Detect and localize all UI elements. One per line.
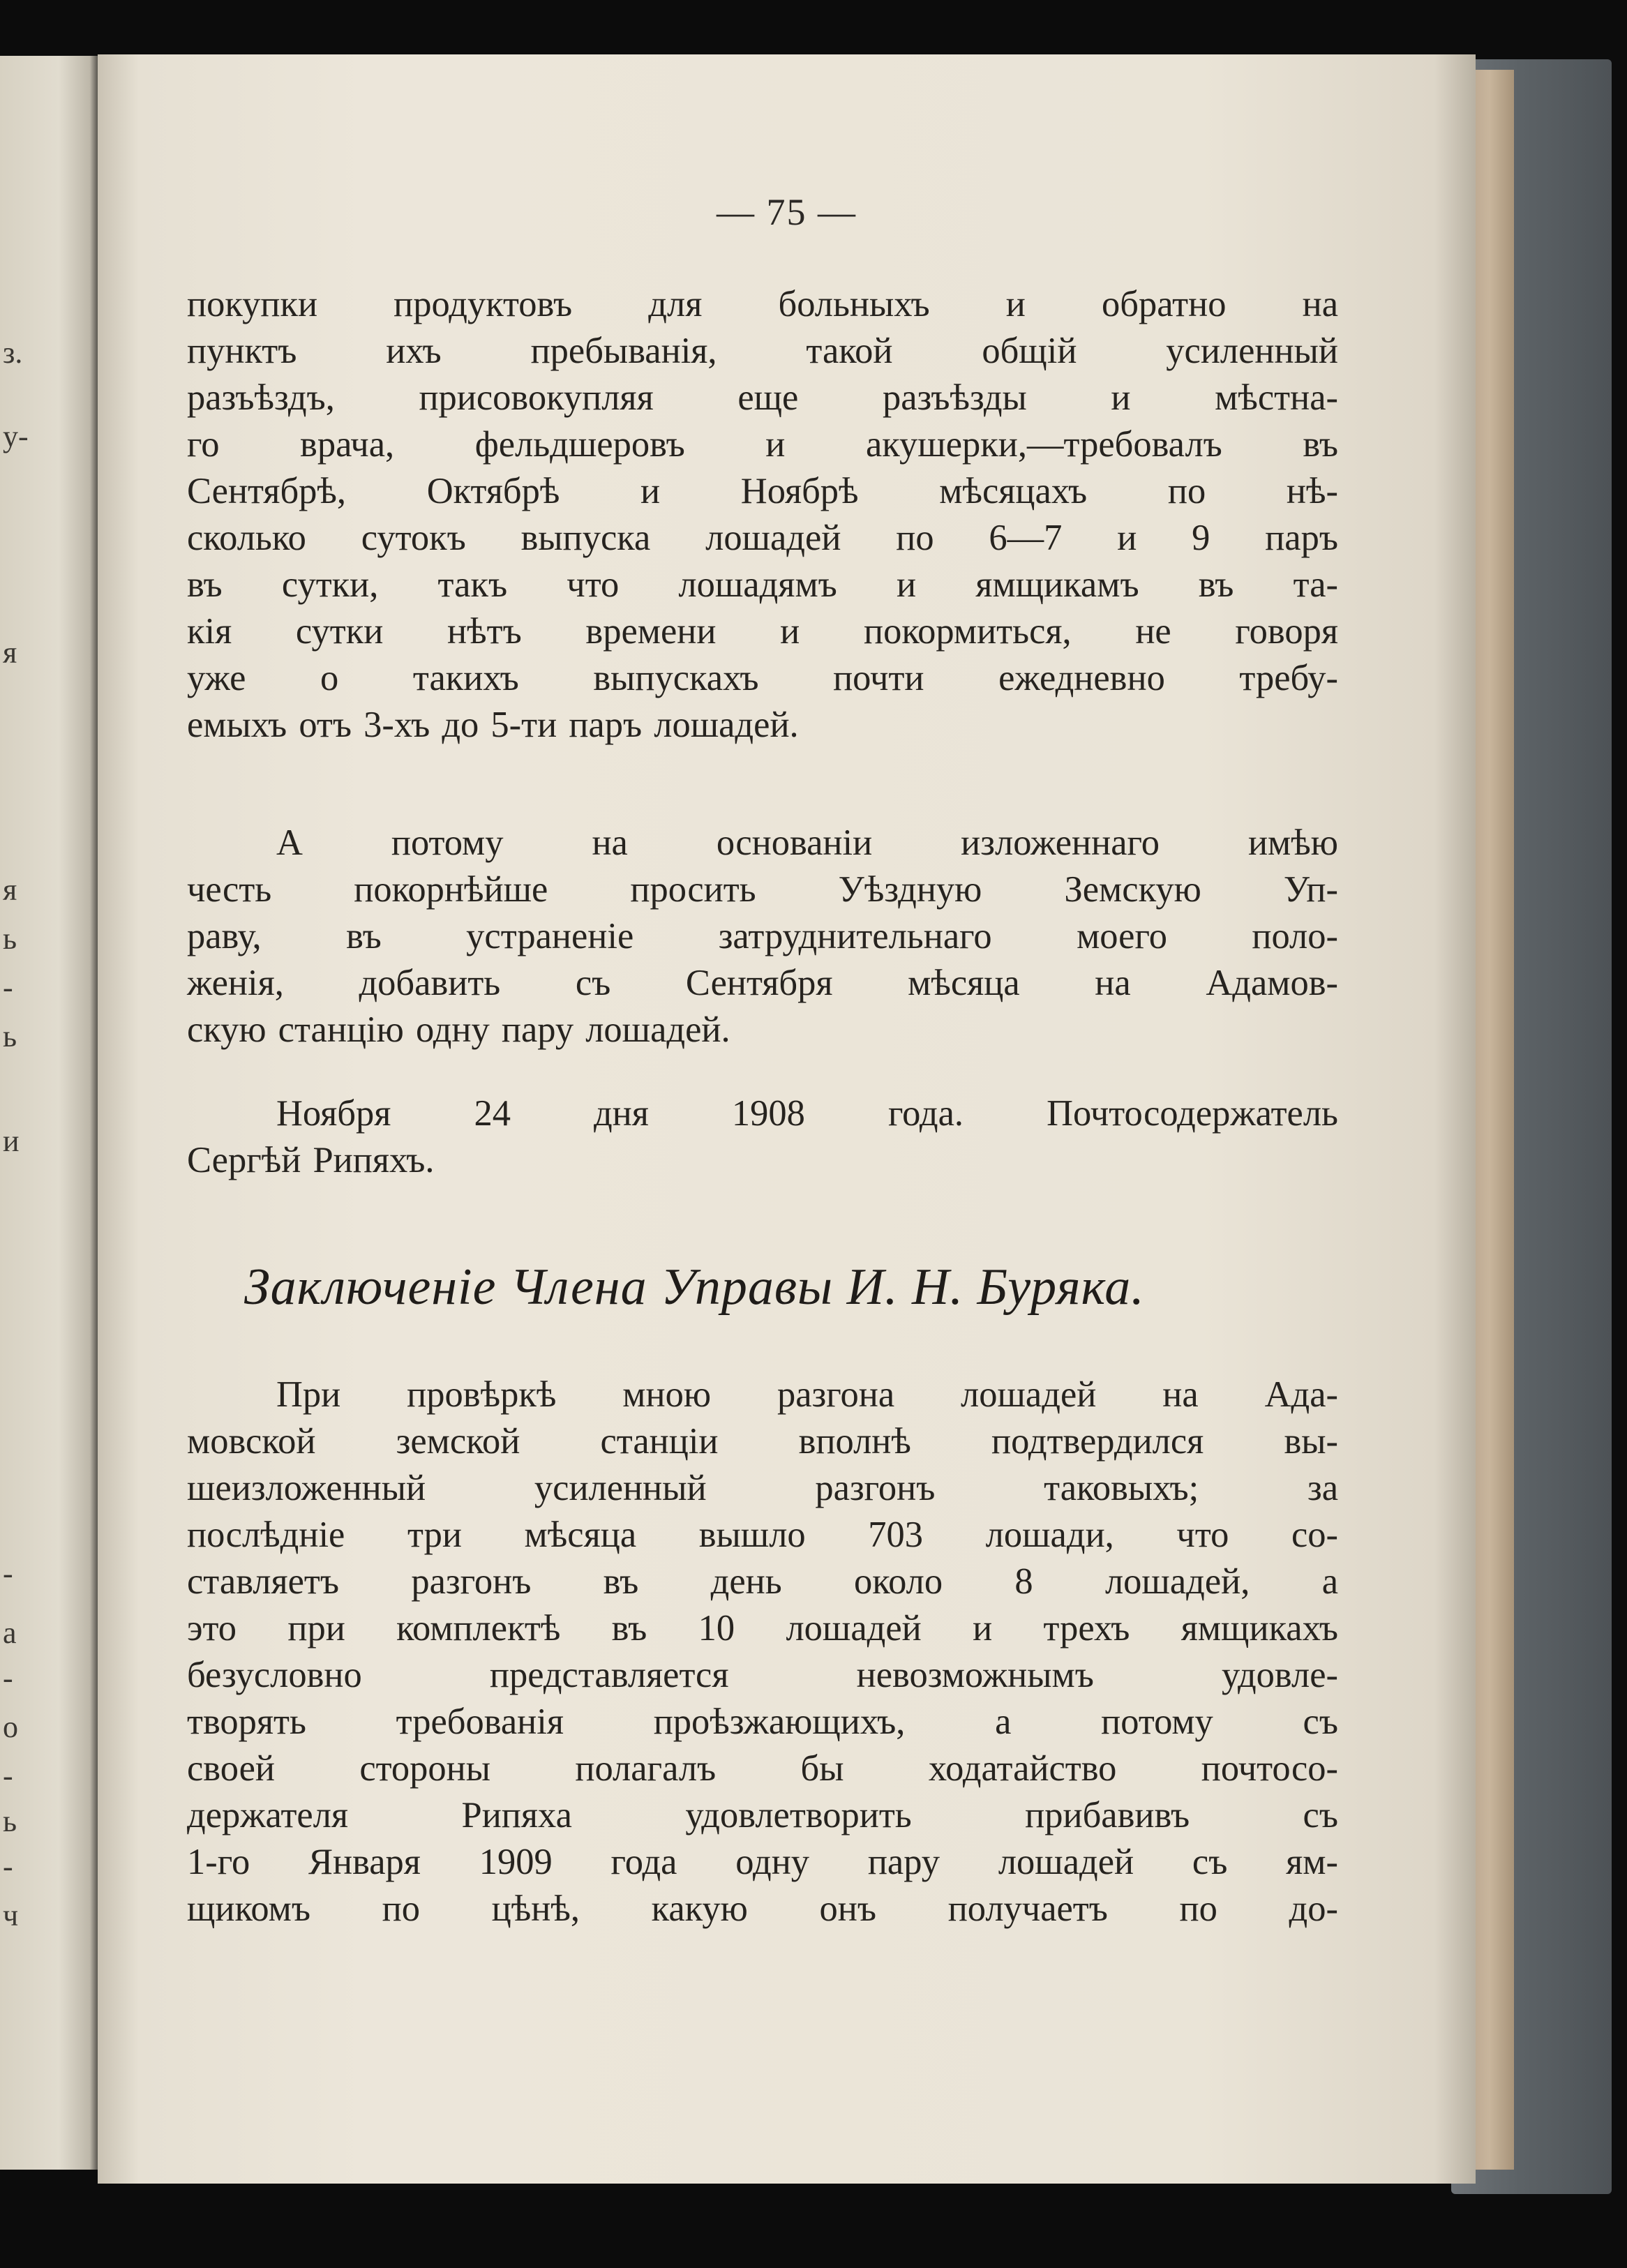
text-line: мовской земской станціи вполнѣ подтвердился вы- (187, 1421, 1338, 1462)
paragraph-3 (187, 1090, 1338, 1184)
text-line: пунктъ ихъ пребыванія, такой общій усиленный (187, 331, 1338, 371)
previous-page-edge (0, 56, 98, 2170)
paragraph-1 (187, 281, 1338, 749)
text-line: При провѣркѣ мною разгона лошадей на Ада- (276, 1374, 1338, 1415)
text-line: покупки продуктовъ для больныхъ и обратно на (187, 284, 1338, 324)
text-line: уже о такихъ выпускахъ почти ежедневно требу- (187, 658, 1338, 698)
text-line: женія, добавить съ Сентября мѣсяца на Адамов- (187, 963, 1338, 1003)
text-line: Сентябрѣ, Октябрѣ и Ноябрѣ мѣсяцахъ по нѣ- (187, 471, 1338, 511)
text-line: честь покорнѣйше просить Уѣздную Земскую Уп- (187, 869, 1338, 910)
text-line: кія сутки нѣтъ времени и покормиться, не говоря (187, 611, 1338, 652)
left-page-fragment: - (3, 970, 13, 1005)
left-page-fragment: ь (3, 1019, 17, 1053)
text-line: щикомъ по цѣнѣ, какую онъ получаетъ по до- (187, 1888, 1338, 1929)
text-line: своей стороны полагалъ бы ходатайство почтосо- (187, 1748, 1338, 1789)
left-page-fragment: - (3, 1759, 13, 1793)
text-line: го врача, фельдшеровъ и акушерки,—требовалъ въ (187, 424, 1338, 465)
text-line: держателя Рипяха удовлетворить прибавивъ съ (187, 1795, 1338, 1835)
left-page-fragment: ь (3, 1804, 17, 1838)
text-line: Ноября 24 дня 1908 года. Почтосодержатель (276, 1093, 1338, 1134)
paragraph-2 (187, 820, 1338, 1053)
left-page-fragment: о (3, 1710, 18, 1744)
text-line: творять требованія проѣзжающихъ, а потому съ (187, 1702, 1338, 1742)
text-line: 1-го Января 1909 года одну пару лошадей съ ям- (187, 1842, 1338, 1882)
text-line: разъѣздъ, присовокупляя еще разъѣзды и мѣстна- (187, 377, 1338, 418)
text-line: скую станцію одну пару лошадей. (187, 1009, 730, 1050)
text-line: послѣдніе три мѣсяца вышло 703 лошади, что со- (187, 1515, 1338, 1555)
text-line: А потому на основаніи изложеннаго имѣю (276, 823, 1338, 863)
text-line: раву, въ устраненіе затруднительнаго моего поло- (187, 916, 1338, 956)
section-heading: Заключеніе Члена Управы И. Н. Буряка. (244, 1259, 1145, 1316)
text-line: сколько сутокъ выпуска лошадей по 6—7 и 9 паръ (187, 518, 1338, 558)
book-page (98, 54, 1476, 2184)
text-line: безусловно представляется невозможнымъ удовле- (187, 1655, 1338, 1695)
left-page-fragment: з. (3, 336, 23, 370)
text-line: это при комплектѣ въ 10 лошадей и трехъ ямщикахъ (187, 1608, 1338, 1649)
page-number: — 75 — (717, 191, 857, 233)
left-page-fragment: я (3, 636, 17, 670)
left-page-fragment: - (3, 1661, 13, 1695)
left-page-fragment: - (3, 1556, 13, 1591)
left-page-fragment: ч (3, 1898, 19, 1932)
left-page-fragment: - (3, 1849, 13, 1884)
text-line: ставляетъ разгонъ въ день около 8 лошадей, а (187, 1561, 1338, 1602)
text-line: емыхъ отъ 3-хъ до 5-ти паръ лошадей. (187, 705, 799, 745)
left-page-fragment: у- (3, 419, 29, 453)
text-line: Сергѣй Рипяхъ. (187, 1140, 435, 1180)
paragraph-4 (187, 1372, 1338, 1932)
left-page-fragment: я (3, 873, 17, 907)
left-page-fragment: ь (3, 922, 17, 956)
text-line: въ сутки, такъ что лошадямъ и ямщикамъ въ та- (187, 564, 1338, 605)
left-page-fragment: а (3, 1616, 17, 1650)
left-page-fragment: и (3, 1124, 20, 1158)
text-line: шеизложенный усиленный разгонъ таковыхъ; за (187, 1468, 1338, 1508)
